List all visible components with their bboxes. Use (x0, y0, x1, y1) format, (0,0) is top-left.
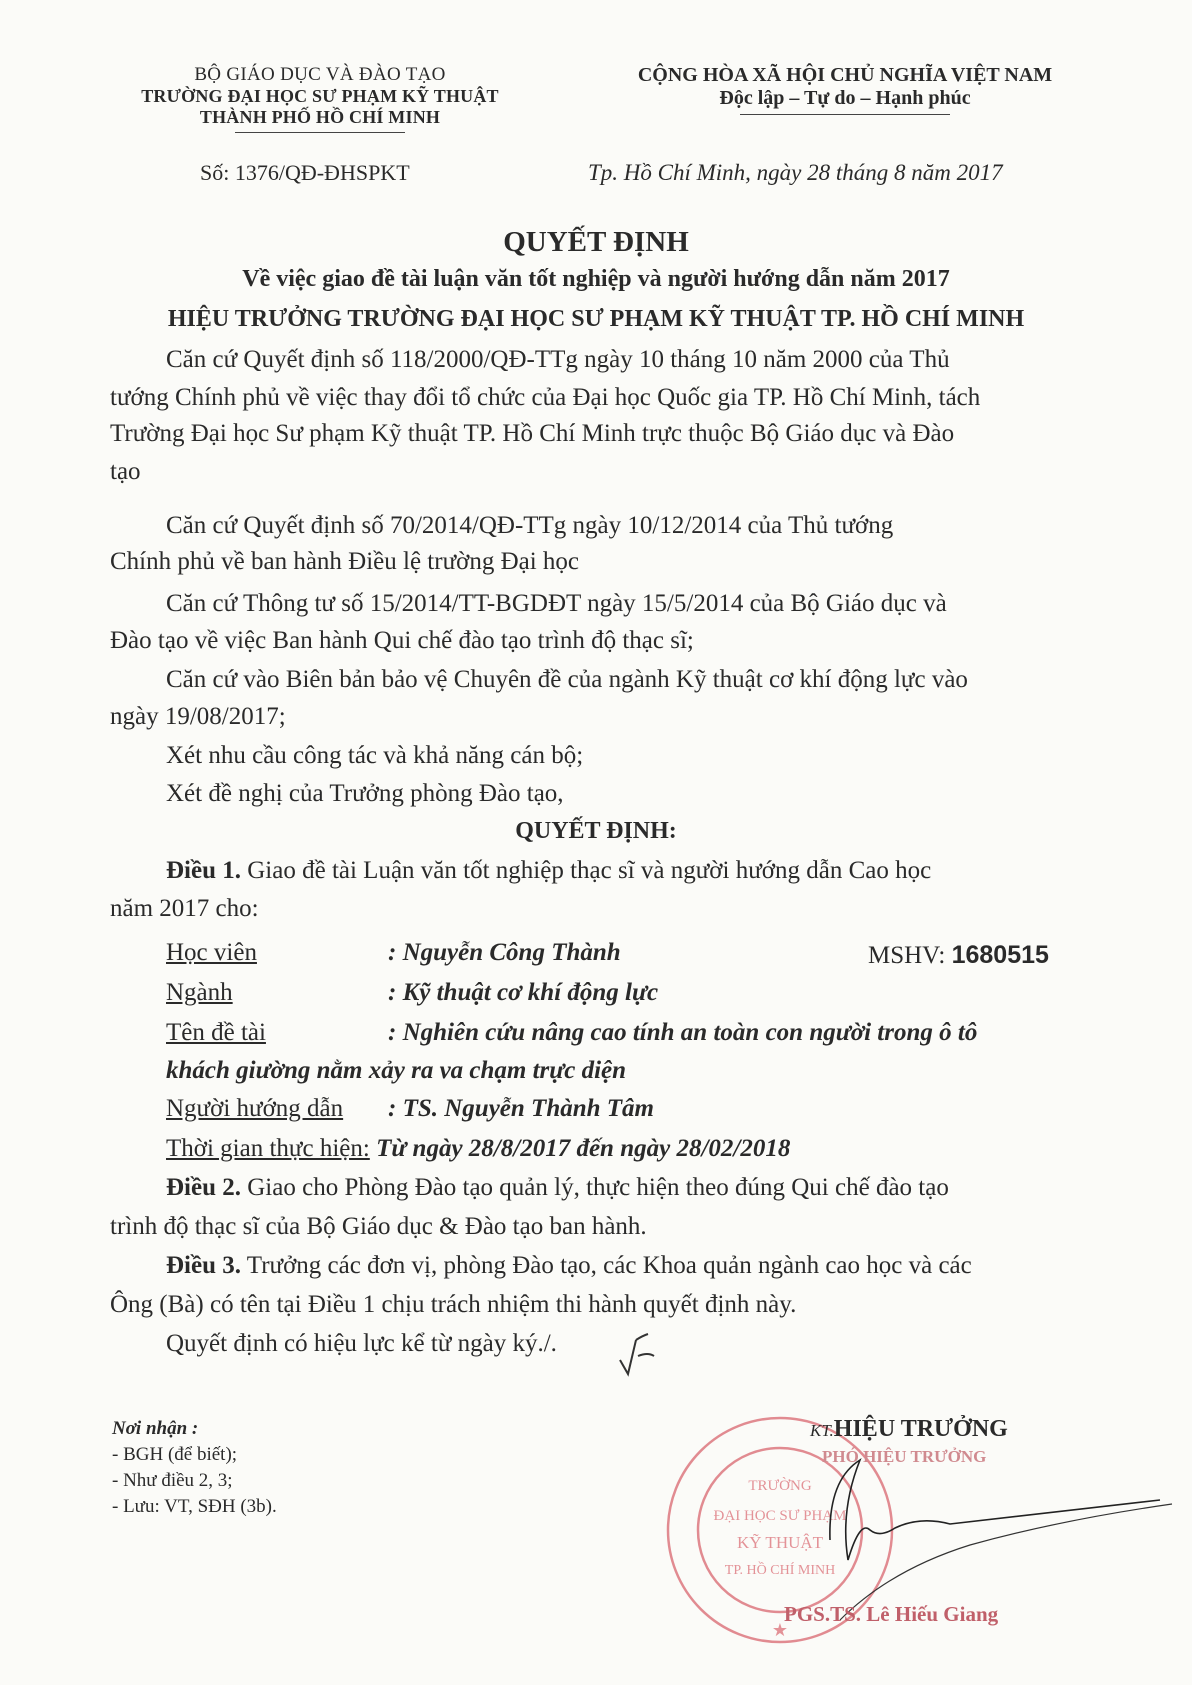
svg-text:KỸ THUẬT: KỸ THUẬT (736, 1533, 824, 1552)
basis-1-line-2: tướng Chính phủ về việc thay đổi tổ chức của Đại học Quốc gia TP. Hồ Chí Minh, tách (110, 384, 981, 411)
advisor-label: Người hướng dẫn (166, 1095, 344, 1122)
article-1-line-2: năm 2017 cho: (110, 895, 259, 922)
article-3-text: Trưởng các đơn vị, phòng Đào tạo, các Khoa quản ngành cao học và các (241, 1252, 972, 1279)
article-3-line-2: Ông (Bà) có tên tại Điều 1 chịu trách nhiệm thi hành quyết định này. (110, 1291, 797, 1318)
signer-subtitle: PHÓ HIỆU TRƯỞNG (822, 1447, 987, 1466)
article-2-line-1 (166, 1173, 949, 1203)
basis-5: Xét nhu cầu công tác và khả năng cán bộ; (166, 742, 584, 769)
document-title: QUYẾT ĐỊNH (503, 226, 689, 258)
basis-1-line-3: Trường Đại học Sư phạm Kỹ thuật TP. Hồ Chí Minh trực thuộc Bộ Giáo dục và Đào (110, 420, 955, 447)
mshv-value: 1680515 (951, 941, 1049, 969)
basis-4-line-1: Căn cứ vào Biên bản bảo vệ Chuyên đề của ngành Kỹ thuật cơ khí động lực vào (166, 666, 968, 693)
issuing-authority: HIỆU TRƯỞNG TRƯỜNG ĐẠI HỌC SƯ PHẠM KỸ THUẬT TP. HỒ CHÍ MINH (167, 306, 1025, 332)
svg-text:★: ★ (771, 1620, 789, 1640)
effect-clause: Quyết định có hiệu lực kể từ ngày ký./. (166, 1330, 557, 1357)
article-1-line-1 (166, 856, 931, 886)
recipient-item: - BGH (để biết); (112, 1444, 238, 1465)
basis-3-line-1: Căn cứ Thông tư số 15/2014/TT-BGDĐT ngày 15/5/2014 của Bộ Giáo dục và (166, 590, 947, 617)
recipient-item: - Lưu: VT, SĐH (3b). (112, 1496, 277, 1517)
period-label: Thời gian thực hiện: (166, 1135, 370, 1162)
school-name: TRƯỜNG ĐẠI HỌC SƯ PHẠM KỸ THUẬT (141, 86, 499, 106)
national-motto-block (610, 64, 1080, 115)
signer-name: PGS.TS. Lê Hiếu Giang (784, 1602, 999, 1626)
basis-1-line-1: Căn cứ Quyết định số 118/2000/QĐ-TTg ngày 10 tháng 10 năm 2000 của Thủ (166, 346, 950, 373)
recipients-block (112, 1416, 277, 1520)
article-3-label: Điều 3. (166, 1252, 241, 1279)
basis-2-line-1: Căn cứ Quyết định số 70/2014/QĐ-TTg ngày 10/12/2014 của Thủ tướng (166, 512, 894, 539)
article-2-text: Giao cho Phòng Đào tạo quản lý, thực hiện theo đúng Qui chế đào tạo (241, 1174, 949, 1201)
signer-title-text: HIỆU TRƯỞNG (833, 1416, 1008, 1442)
svg-text:TRƯỜNG: TRƯỜNG (748, 1478, 812, 1494)
article-2-line-2: trình độ thạc sĩ của Bộ Giáo dục & Đào tạo ban hành. (110, 1213, 647, 1240)
basis-6: Xét đề nghị của Trưởng phòng Đào tạo, (166, 780, 564, 807)
topic-value-line-2: khách giường nằm xảy ra va chạm trực diện (166, 1057, 627, 1084)
article-1-label: Điều 1. (166, 857, 241, 884)
student-id (868, 941, 1049, 970)
topic-label: Tên đề tài (166, 1019, 266, 1046)
school-city: THÀNH PHỐ HỒ CHÍ MINH (199, 107, 441, 127)
mshv-label: MSHV: (868, 942, 952, 969)
recipient-item: - Như điều 2, 3; (112, 1470, 233, 1491)
agency-underline (235, 132, 405, 133)
motto: Độc lập – Tự do – Hạnh phúc (719, 87, 971, 109)
article-2-label: Điều 2. (166, 1174, 241, 1201)
initial-mark-icon (614, 1330, 658, 1380)
article-1-text: Giao đề tài Luận văn tốt nghiệp thạc sĩ và người hướng dẫn Cao học (241, 857, 932, 884)
document-number: Số: 1376/QĐ-ĐHSPKT (200, 160, 410, 185)
advisor-value: : TS. Nguyễn Thành Tâm (388, 1095, 655, 1122)
basis-1-line-4: tạo (110, 458, 141, 485)
major-value: : Kỹ thuật cơ khí động lực (388, 979, 659, 1006)
topic-value-line-1: : Nghiên cứu nâng cao tính an toàn con người trong ô tô (388, 1019, 978, 1046)
recipients-heading: Nơi nhận : (112, 1418, 199, 1439)
svg-text:TP. HỒ CHÍ MINH: TP. HỒ CHÍ MINH (724, 1563, 836, 1578)
article-3-line-1 (166, 1251, 972, 1281)
basis-3-line-2: Đào tạo về việc Ban hành Qui chế đào tạo trình độ thạc sĩ; (110, 627, 694, 654)
decision-heading: QUYẾT ĐỊNH: (515, 818, 677, 844)
period-line (166, 1134, 790, 1164)
document-subject: Về việc giao đề tài luận văn tốt nghiệp và người hướng dẫn năm 2017 (242, 266, 950, 292)
student-value: : Nguyễn Công Thành (388, 939, 621, 966)
issuing-agency-block (140, 64, 500, 133)
place-and-date: Tp. Hồ Chí Minh, ngày 28 tháng 8 năm 2017 (588, 160, 1003, 185)
basis-2-line-2: Chính phủ về ban hành Điều lệ trường Đại học (110, 548, 580, 575)
period-value: Từ ngày 28/8/2017 đến ngày 28/02/2018 (369, 1135, 791, 1162)
nation-name: CỘNG HÒA XÃ HỘI CHỦ NGHĨA VIỆT NAM (637, 64, 1053, 86)
ministry-name: BỘ GIÁO DỤC VÀ ĐÀO TẠO (194, 64, 446, 85)
svg-text:ĐẠI HỌC SƯ PHẠM: ĐẠI HỌC SƯ PHẠM (713, 1508, 847, 1524)
signer-prefix: KT. (810, 1421, 834, 1440)
motto-underline (740, 114, 950, 115)
student-label: Học viên (166, 939, 257, 966)
major-label: Ngành (166, 979, 233, 1006)
basis-4-line-2: ngày 19/08/2017; (110, 703, 286, 730)
